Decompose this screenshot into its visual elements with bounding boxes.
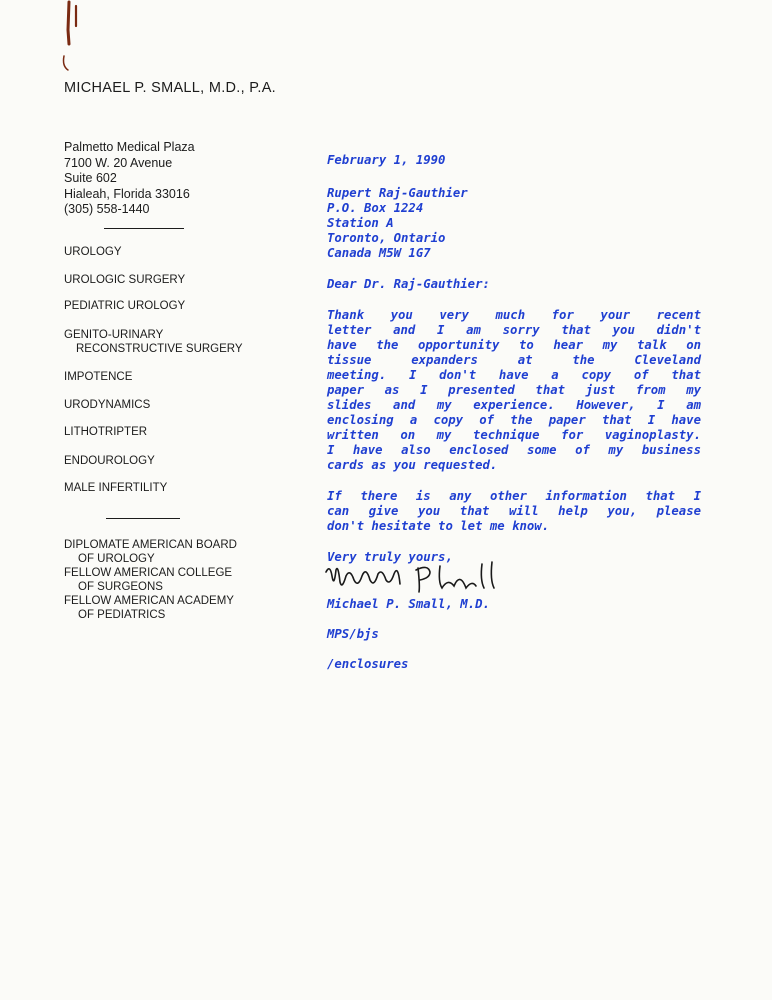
divider — [104, 228, 184, 229]
body-line: I have also enclosed some of my business — [327, 443, 701, 457]
specialty-item: MALE INFERTILITY — [64, 482, 168, 494]
credential-line: OF UROLOGY — [78, 553, 155, 565]
body-line: cards as you requested. — [327, 458, 498, 472]
body-line: slides and my experience. However, I am — [327, 398, 701, 412]
specialty-item: UROLOGY — [64, 246, 122, 258]
address-line: Hialeah, Florida 33016 — [64, 186, 190, 201]
specialty-item: URODYNAMICS — [64, 399, 151, 411]
recipient-address — [327, 186, 468, 261]
body-line: If there is any other information that I — [327, 489, 701, 503]
letter-date: February 1, 1990 — [327, 153, 446, 167]
specialty-item: PEDIATRIC UROLOGY — [64, 300, 186, 312]
credential-line: OF PEDIATRICS — [78, 609, 166, 621]
credential-line: FELLOW AMERICAN ACADEMY — [64, 595, 234, 607]
credential-line: DIPLOMATE AMERICAN BOARD — [64, 539, 237, 551]
address-line: 7100 W. 20 Avenue — [64, 155, 173, 170]
recipient-line: P.O. Box 1224 — [327, 201, 424, 215]
credential-line: FELLOW AMERICAN COLLEGE — [64, 567, 233, 579]
letterhead-address — [64, 140, 195, 218]
body-paragraph-1 — [327, 308, 701, 473]
specialty-item-continued: RECONSTRUCTIVE SURGERY — [76, 343, 243, 355]
body-line: meeting. I don't have a copy of that — [327, 368, 701, 382]
logo-mark — [60, 0, 84, 78]
body-line: paper as I presented that just from my — [327, 383, 701, 397]
specialty-item: UROLOGIC SURGERY — [64, 274, 186, 286]
letterhead-name: MICHAEL P. SMALL, M.D., P.A. — [64, 80, 277, 96]
address-line: Suite 602 — [64, 171, 117, 185]
recipient-line: Canada M5W 1G7 — [327, 246, 431, 260]
address-line: Palmetto Medical Plaza — [64, 140, 195, 154]
reference-initials: MPS/bjs — [327, 627, 379, 641]
enclosures-note: /enclosures — [327, 657, 409, 671]
closing: Very truly yours, — [327, 550, 453, 564]
body-line: Thank you very much for your recent — [327, 308, 701, 322]
body-line: enclosing a copy of the paper that I have — [327, 413, 701, 427]
recipient-line: Toronto, Ontario — [327, 231, 446, 245]
body-line: can give you that will help you, please — [327, 504, 701, 518]
recipient-line: Rupert Raj-Gauthier — [327, 186, 468, 200]
body-line: don't hesitate to let me know. — [327, 519, 550, 533]
body-line: tissue expanders at the Cleveland — [327, 353, 701, 367]
specialty-item: LITHOTRIPTER — [64, 426, 148, 438]
specialty-item: GENITO-URINARY — [64, 329, 164, 341]
credentials — [64, 538, 237, 622]
body-line: have the opportunity to hear my talk on — [327, 338, 701, 352]
handwritten-signature — [320, 558, 520, 598]
address-line: (305) 558-1440 — [64, 202, 150, 216]
specialty-item: ENDOUROLOGY — [64, 455, 155, 467]
recipient-line: Station A — [327, 216, 394, 230]
credential-line: OF SURGEONS — [78, 581, 163, 593]
body-line: letter and I am sorry that you didn't — [327, 323, 701, 337]
body-paragraph-2 — [327, 489, 701, 534]
specialty-item: IMPOTENCE — [64, 371, 133, 383]
salutation: Dear Dr. Raj-Gauthier: — [327, 277, 490, 291]
divider — [106, 518, 180, 519]
signature-name: Michael P. Small, M.D. — [327, 597, 490, 611]
body-line: written on my technique for vaginoplasty. — [327, 428, 701, 442]
specialty-item — [64, 342, 243, 356]
